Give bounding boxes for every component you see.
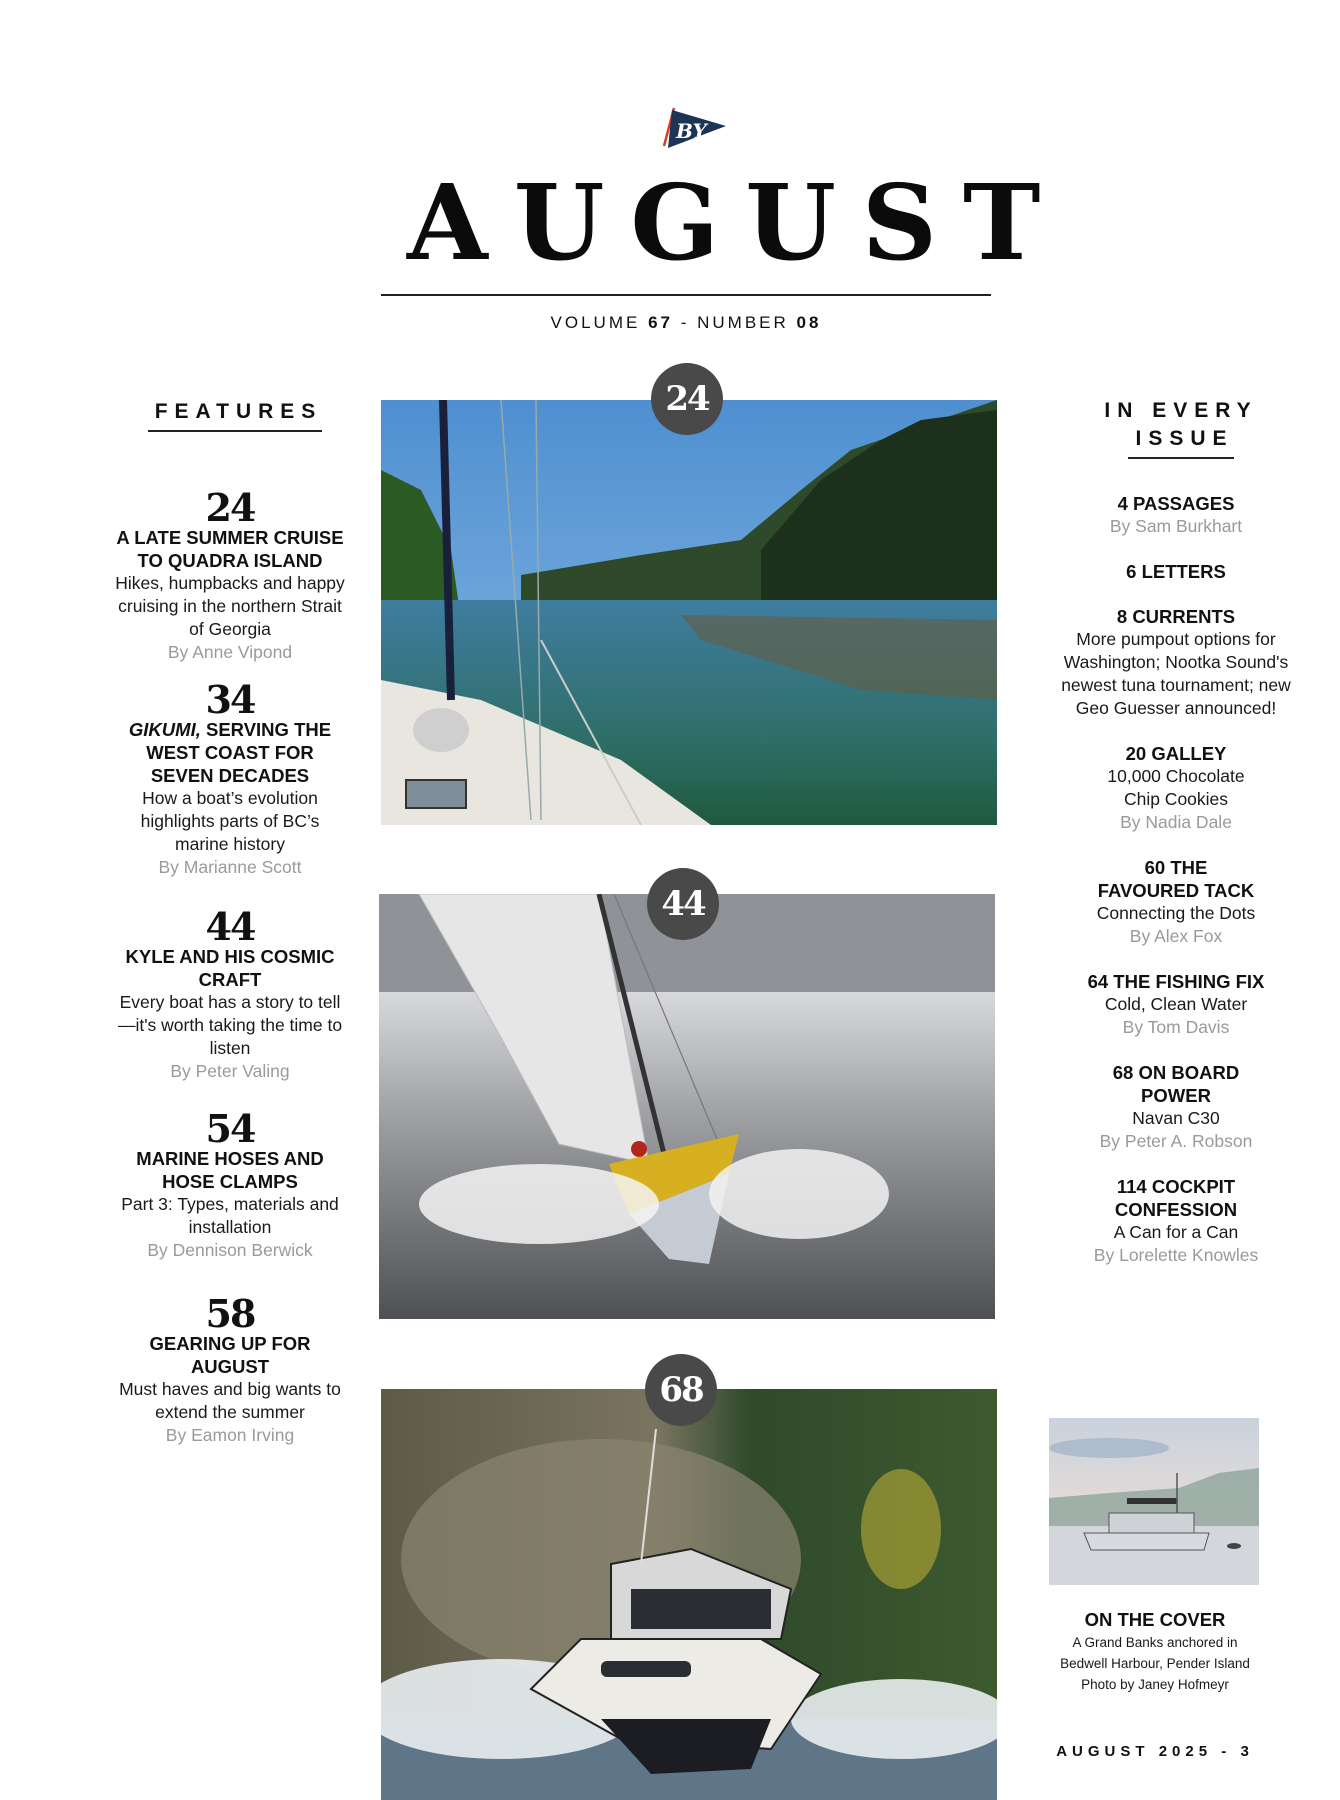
volume-separator: - xyxy=(680,313,690,332)
department-item[interactable] xyxy=(1045,605,1307,720)
feature-title-rest: SERVING THE WEST COAST FOR SEVEN DECADES xyxy=(146,719,332,786)
department-title: 114 COCKPIT CONFESSION xyxy=(1114,1176,1238,1220)
page-badge: 44 xyxy=(647,868,719,940)
masthead-divider xyxy=(381,294,991,296)
cover-thumbnail[interactable] xyxy=(1049,1418,1259,1585)
department-description: Cold, Clean Water xyxy=(1104,994,1248,1014)
feature-photo-sailboat[interactable] xyxy=(379,894,995,1319)
issue-number: 08 xyxy=(796,313,822,332)
feature-page-number: 58 xyxy=(205,1291,255,1336)
department-title: 68 ON BOARD POWER xyxy=(1112,1062,1240,1106)
department-description: More pumpout options for Washington; Nootka Sound's newest tuna tournament; new Geo Guesser announced! xyxy=(1061,629,1291,718)
cover-caption-line2: Bedwell Harbour, Pender Island xyxy=(1060,1656,1250,1671)
department-item[interactable] xyxy=(1045,1061,1307,1153)
department-description: Connecting the Dots xyxy=(1096,903,1256,923)
department-title: 6 LETTERS xyxy=(1126,561,1226,582)
department-item[interactable] xyxy=(1045,560,1307,583)
feature-photo-powerboat[interactable] xyxy=(381,1389,997,1800)
feature-page-number: 34 xyxy=(205,677,255,722)
features-heading: FEATURES xyxy=(130,398,340,432)
department-title: 4 PASSAGES xyxy=(1117,493,1235,514)
feature-title: A LATE SUMMER CRUISE TO QUADRA ISLAND xyxy=(116,527,344,571)
department-byline: By Peter A. Robson xyxy=(1099,1131,1253,1151)
department-item[interactable] xyxy=(1045,970,1307,1039)
feature-byline: By Dennison Berwick xyxy=(147,1240,313,1260)
volume-line xyxy=(381,313,991,333)
feature-title: KYLE AND HIS COSMIC CRAFT xyxy=(125,946,335,990)
department-byline: By Lorelette Knowles xyxy=(1093,1245,1259,1265)
department-description: A Can for a Can xyxy=(1113,1222,1239,1242)
feature-item[interactable] xyxy=(115,485,345,664)
department-byline: By Alex Fox xyxy=(1129,926,1223,946)
logo-letters: BY xyxy=(676,119,707,143)
masthead-title: AUGUST xyxy=(407,161,1067,284)
page-badge: 24 xyxy=(651,363,723,435)
in-every-issue-heading: IN EVERY ISSUE xyxy=(1050,397,1312,459)
department-byline: By Nadia Dale xyxy=(1120,812,1232,832)
folio-date: AUGUST 2025 xyxy=(1056,1743,1213,1760)
department-title: 20 GALLEY xyxy=(1125,743,1227,764)
volume-number: 67 xyxy=(648,313,673,332)
feature-title xyxy=(115,718,345,787)
department-byline: By Tom Davis xyxy=(1122,1017,1230,1037)
feature-item[interactable] xyxy=(115,904,345,1083)
department-description: Navan C30 xyxy=(1132,1108,1220,1128)
cover-caption-line1: A Grand Banks anchored in xyxy=(1072,1635,1238,1650)
feature-description: Hikes, humpbacks and happy cruising in the northern Strait of Georgia xyxy=(115,573,345,639)
feature-title: GEARING UP FOR AUGUST xyxy=(149,1333,311,1377)
feature-page-number: 54 xyxy=(205,1106,255,1151)
feature-byline: By Eamon Irving xyxy=(165,1425,295,1445)
feature-item[interactable] xyxy=(115,677,345,879)
cover-photo-credit: Photo by Janey Hofmeyr xyxy=(1081,1677,1229,1692)
feature-byline: By Peter Valing xyxy=(170,1061,290,1081)
feature-title-italic: GIKUMI, xyxy=(128,719,201,740)
department-title: 8 CURRENTS xyxy=(1116,606,1236,627)
feature-item[interactable] xyxy=(115,1291,345,1447)
cover-heading: ON THE COVER xyxy=(1084,1609,1226,1630)
feature-title: MARINE HOSES AND HOSE CLAMPS xyxy=(136,1148,324,1192)
pennant-flag-icon xyxy=(650,106,730,150)
department-title: 64 THE FISHING FIX xyxy=(1087,971,1265,992)
feature-description: Part 3: Types, materials and installation xyxy=(121,1194,339,1237)
feature-page-number: 44 xyxy=(205,904,255,949)
department-item[interactable] xyxy=(1045,492,1307,538)
feature-description: How a boat’s evolution highlights parts of BC’s marine history xyxy=(140,788,320,854)
feature-photo-inlet[interactable] xyxy=(381,400,997,825)
department-item[interactable] xyxy=(1045,1175,1307,1267)
feature-byline: By Anne Vipond xyxy=(167,642,293,662)
departments-list xyxy=(1045,492,1307,1289)
department-title: 60 THE FAVOURED TACK xyxy=(1097,857,1255,901)
features-list xyxy=(115,485,345,1465)
feature-page-number: 24 xyxy=(205,485,255,530)
feature-description: Every boat has a story to tell—it's worth taking the time to listen xyxy=(117,992,343,1058)
folio-page-number: 3 xyxy=(1240,1743,1254,1760)
department-item[interactable] xyxy=(1045,856,1307,948)
feature-byline: By Marianne Scott xyxy=(158,857,302,877)
department-description: 10,000 Chocolate Chip Cookies xyxy=(1107,766,1245,809)
number-label: NUMBER xyxy=(697,313,789,332)
folio-separator: - xyxy=(1221,1743,1232,1760)
feature-description: Must haves and big wants to extend the summer xyxy=(119,1379,341,1422)
department-item[interactable] xyxy=(1045,742,1307,834)
on-the-cover xyxy=(1040,1608,1270,1695)
page-folio xyxy=(1040,1743,1270,1760)
volume-label: VOLUME xyxy=(550,313,641,332)
department-byline: By Sam Burkhart xyxy=(1109,516,1243,536)
feature-item[interactable] xyxy=(115,1106,345,1262)
page-badge: 68 xyxy=(645,1354,717,1426)
